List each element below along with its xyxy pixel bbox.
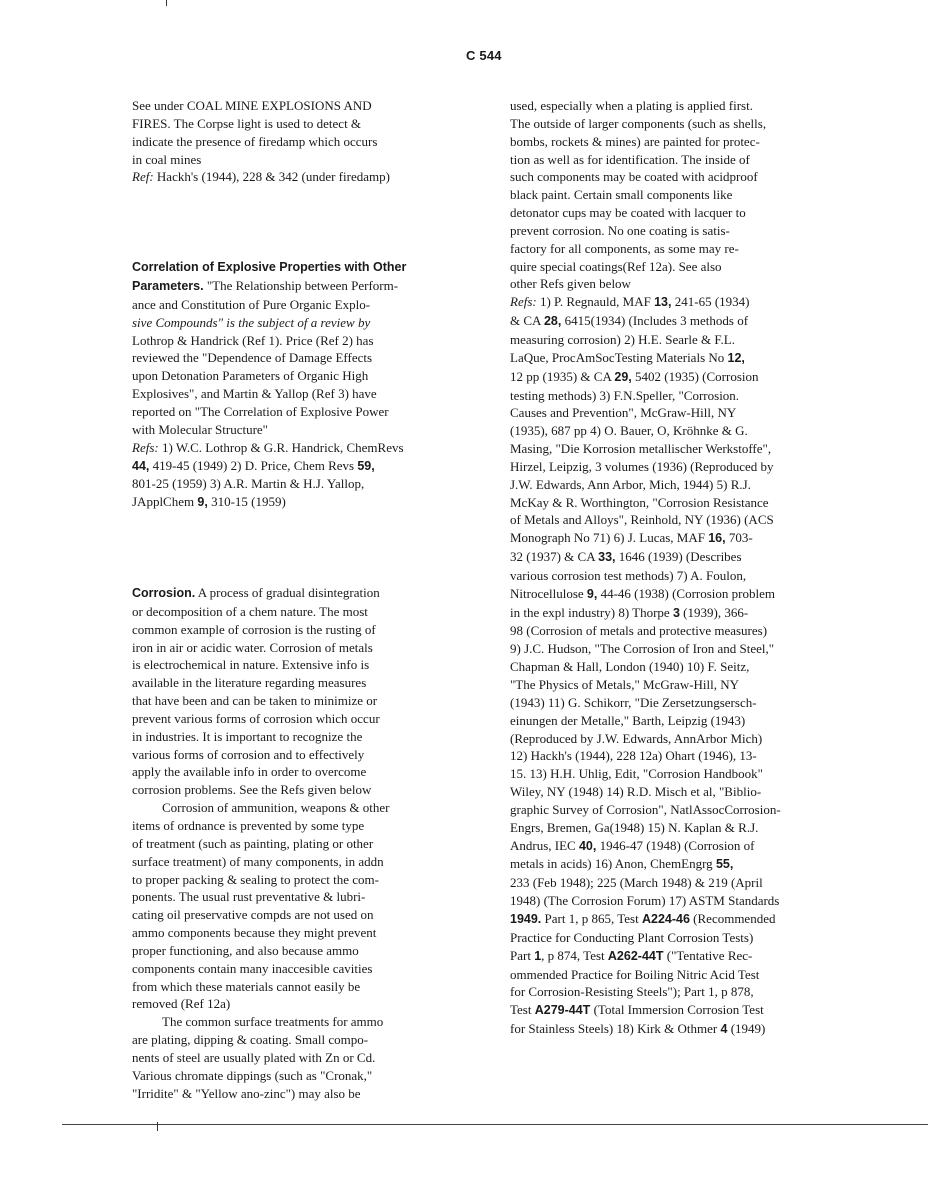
text-line: Andrus, IEC 40, 1946-47 (1948) (Corrosion of	[510, 837, 755, 853]
correlation-heading: Correlation of Explosive Properties with Other	[132, 260, 407, 275]
text-line: bombs, rockets & mines) are painted for protec-	[510, 133, 760, 149]
text-line: "Irridite" & "Yellow ano-zinc") may also be	[132, 1085, 361, 1101]
text-line: McKay & R. Worthington, "Corrosion Resistance	[510, 494, 769, 510]
text-line: 233 (Feb 1948); 225 (March 1948) & 219 (April	[510, 875, 763, 891]
text-line: available in the literature regarding measures	[132, 675, 367, 691]
text-line: reviewed the "Dependence of Damage Effects	[132, 350, 373, 366]
text-line: or decomposition of a chem nature. The most	[132, 603, 368, 619]
text-line: einungen der Metalle," Barth, Leipzig (1943)	[510, 712, 746, 728]
text-line: upon Detonation Parameters of Organic High	[132, 368, 369, 384]
text-line: ammo components because they might prevent	[132, 925, 377, 941]
text-line: Explosives", and Martin & Yallop (Ref 3) have	[132, 386, 377, 402]
text-line: that have been and can be taken to minimize or	[132, 693, 378, 709]
text-line: prevent various forms of corrosion which occur	[132, 710, 380, 726]
text-line: are plating, dipping & coating. Small compo-	[132, 1032, 369, 1048]
top-tick-mark	[166, 0, 167, 6]
text-line: prevent corrosion. No one coating is satis-	[510, 222, 730, 238]
ref-text: Hackh's (1944), 228 & 342 (under firedamp)	[153, 169, 390, 185]
text-line: iron in air or acidic water. Corrosion of metals	[132, 639, 373, 655]
text-line: components contain many inaccesible cavities	[132, 960, 373, 976]
text-line: Hirzel, Leipzig, 3 volumes (1936) (Reproduced by	[510, 458, 774, 474]
text-line: in industries. It is important to recognize the	[132, 728, 363, 744]
paragraph-start: The common surface treatments for ammo	[162, 1014, 384, 1030]
corrosion-heading: Corrosion.	[132, 586, 196, 601]
text-line: removed (Ref 12a)	[132, 996, 231, 1012]
text-line: tion as well as for identification. The inside of	[510, 151, 750, 167]
text-line: See under COAL MINE EXPLOSIONS AND	[132, 98, 372, 113]
page-number: C 544	[466, 48, 502, 63]
text-line: in the expl industry) 8) Thorpe 3 (1939), 366-	[510, 604, 749, 620]
text-line: (Reproduced by J.W. Edwards, AnnArbor Mich)	[510, 730, 763, 746]
refs-label: Refs:	[132, 439, 159, 455]
text-line: Chapman & Hall, London (1940) 10) F. Seitz,	[510, 659, 750, 675]
text-line: corrosion problems. See the Refs given below	[132, 782, 372, 798]
text-line: items of ordnance is prevented by some type	[132, 818, 365, 833]
text-line: 15. 13) H.H. Uhlig, Edit, "Corrosion Handbook"	[510, 766, 763, 782]
text-line: for Stainless Steels) 18) Kirk & Othmer 4 (1949)	[510, 1021, 766, 1037]
refs-label: Refs:	[510, 294, 537, 310]
text-line: used, especially when a plating is applied first.	[510, 98, 753, 113]
text-line: factory for all components, as some may re-	[510, 240, 739, 256]
text-line: 98 (Corrosion of metals and protective measures)	[510, 623, 768, 639]
text-line: to proper packing & sealing to protect the com-	[132, 871, 379, 887]
text-line: 1949. Part 1, p 865, Test A224-46 (Recommended	[510, 910, 776, 926]
text-line: 12) Hackh's (1944), 228 12a) Ohart (1946), 13-	[510, 748, 757, 764]
text-line: such components may be coated with acidproof	[510, 169, 758, 185]
ref-label: Ref:	[132, 169, 154, 185]
text-line: surface treatment) of many components, in addn	[132, 853, 384, 869]
text-line: Wiley, NY (1948) 14) R.D. Misch et al, "Biblio-	[510, 784, 762, 800]
text-line: LaQue, ProcAmSocTesting Materials No 12,	[510, 349, 745, 365]
text-line: Test A279-44T (Total Immersion Corrosion Test	[510, 1002, 764, 1018]
text-line: from which these materials cannot easily be	[132, 978, 361, 994]
corrosion-refs: Refs: 1) P. Regnauld, MAF 13, 241-65 (1934)	[510, 294, 750, 310]
text-line: quire special coatings(Ref 12a). See also	[510, 258, 722, 274]
text-line: ponents. The usual rust preventative & lubri-	[132, 889, 366, 905]
text-line: of Metals and Alloys", Reinhold, NY (1936) (ACS	[510, 512, 774, 528]
text-line: measuring corrosion) 2) H.E. Searle & F.L.	[510, 331, 735, 347]
text-line: detonator cups may be coated with lacquer to	[510, 205, 746, 221]
text-line: J.W. Edwards, Ann Arbor, Mich, 1944) 5) R.J.	[510, 476, 751, 492]
text-line: 32 (1937) & CA 33, 1646 (1939) (Describes	[510, 549, 742, 565]
text-line: testing methods) 3) F.N.Speller, "Corrosion.	[510, 387, 740, 403]
text-line: is electrochemical in nature. Extensive info is	[132, 657, 370, 673]
bottom-rule	[62, 1124, 928, 1125]
text-line: & CA 28, 6415(1934) (Includes 3 methods of	[510, 313, 749, 329]
text-line: for Corrosion-Resisting Steels"); Part 1, p 878,	[510, 984, 754, 1000]
text-line: common example of corrosion is the rusting of	[132, 621, 376, 637]
text-line: Lothrop & Handrick (Ref 1). Price (Ref 2) has	[132, 332, 374, 348]
text-line: 9) J.C. Hudson, "The Corrosion of Iron and Steel,"	[510, 641, 775, 657]
text-line: indicate the presence of firedamp which occurs	[132, 133, 378, 149]
corrosion-first-line: Corrosion. A process of gradual disintegration	[132, 585, 380, 601]
text-line: 1948) (The Corrosion Forum) 17) ASTM Standards	[510, 893, 780, 909]
text-line: nents of steel are usually plated with Zn or Cd.	[132, 1049, 376, 1065]
text-line: (1935), 687 pp 4) O. Bauer, O, Kröhnke & G.	[510, 423, 748, 439]
text-line: Practice for Conducting Plant Corrosion Tests)	[510, 929, 754, 945]
text-line: cating oil preservative compds are not used on	[132, 907, 374, 923]
text-line: proper functioning, and also because ammo	[132, 942, 359, 958]
text-line: apply the available info in order to overcome	[132, 764, 367, 780]
text-line: Masing, "Die Korrosion metallischer Werkstoffe",	[510, 441, 772, 457]
intro-reference	[132, 168, 484, 186]
text-line: FIRES. The Corpse light is used to detect &	[132, 115, 362, 131]
text-line: 801-25 (1959) 3) A.R. Martin & H.J. Yallop,	[132, 476, 365, 492]
text-line: Part 1, p 874, Test A262-44T ("Tentative Rec-	[510, 947, 753, 963]
text-line: (1943) 11) G. Schikorr, "Die Zersetzungsersch-	[510, 694, 757, 710]
text-line: black paint. Certain small components like	[510, 187, 733, 203]
text-line: Nitrocellulose 9, 44-46 (1938) (Corrosion problem	[510, 585, 775, 601]
text-line: with Molecular Structure"	[132, 421, 268, 437]
text-line: JApplChem 9, 310-15 (1959)	[132, 494, 286, 510]
text-line: "The Physics of Metals," McGraw-Hill, NY	[510, 677, 740, 692]
correlation-heading-cont: Parameters.	[132, 279, 204, 294]
text-line: metals in acids) 16) Anon, ChemEngrg 55,	[510, 856, 734, 872]
text-line: ance and Constitution of Pure Organic Explo-	[132, 296, 371, 312]
correlation-first-line: Parameters. "The Relationship between Perform-	[132, 278, 399, 294]
paragraph-start: Corrosion of ammunition, weapons & other	[162, 800, 390, 816]
text-line: in coal mines	[132, 151, 202, 167]
text-line: ommended Practice for Boiling Nitric Acid Test	[510, 966, 760, 982]
text-line: sive Compounds" is the subject of a review by	[132, 314, 371, 330]
correlation-refs: Refs: 1) W.C. Lothrop & G.R. Handrick, ChemRevs	[132, 439, 404, 455]
text-line: other Refs given below	[510, 276, 631, 292]
text-line: Engrs, Bremen, Ga(1948) 15) N. Kaplan & R.J.	[510, 819, 759, 835]
text-line: Causes and Prevention", McGraw-Hill, NY	[510, 405, 737, 421]
text-line: of treatment (such as painting, plating or other	[132, 835, 374, 851]
text-line: graphic Survey of Corrosion", NatlAssocCorrosion-	[510, 801, 781, 817]
text-line: various corrosion test methods) 7) A. Foulon,	[510, 567, 747, 583]
text-line: The outside of larger components (such as shells,	[510, 115, 767, 131]
text-line: Various chromate dippings (such as "Cronak,"	[132, 1067, 373, 1083]
text-line: Monograph No 71) 6) J. Lucas, MAF 16, 703-	[510, 530, 753, 546]
bottom-tick-mark	[157, 1122, 158, 1131]
text-line: 12 pp (1935) & CA 29, 5402 (1935) (Corrosion	[510, 368, 759, 384]
right-column	[510, 97, 838, 1039]
text-line: various forms of corrosion and to effectively	[132, 746, 365, 762]
text-line: 44, 419-45 (1949) 2) D. Price, Chem Revs 59,	[132, 457, 375, 473]
text-line: reported on "The Correlation of Explosive Power	[132, 403, 389, 419]
left-column	[132, 97, 484, 1103]
